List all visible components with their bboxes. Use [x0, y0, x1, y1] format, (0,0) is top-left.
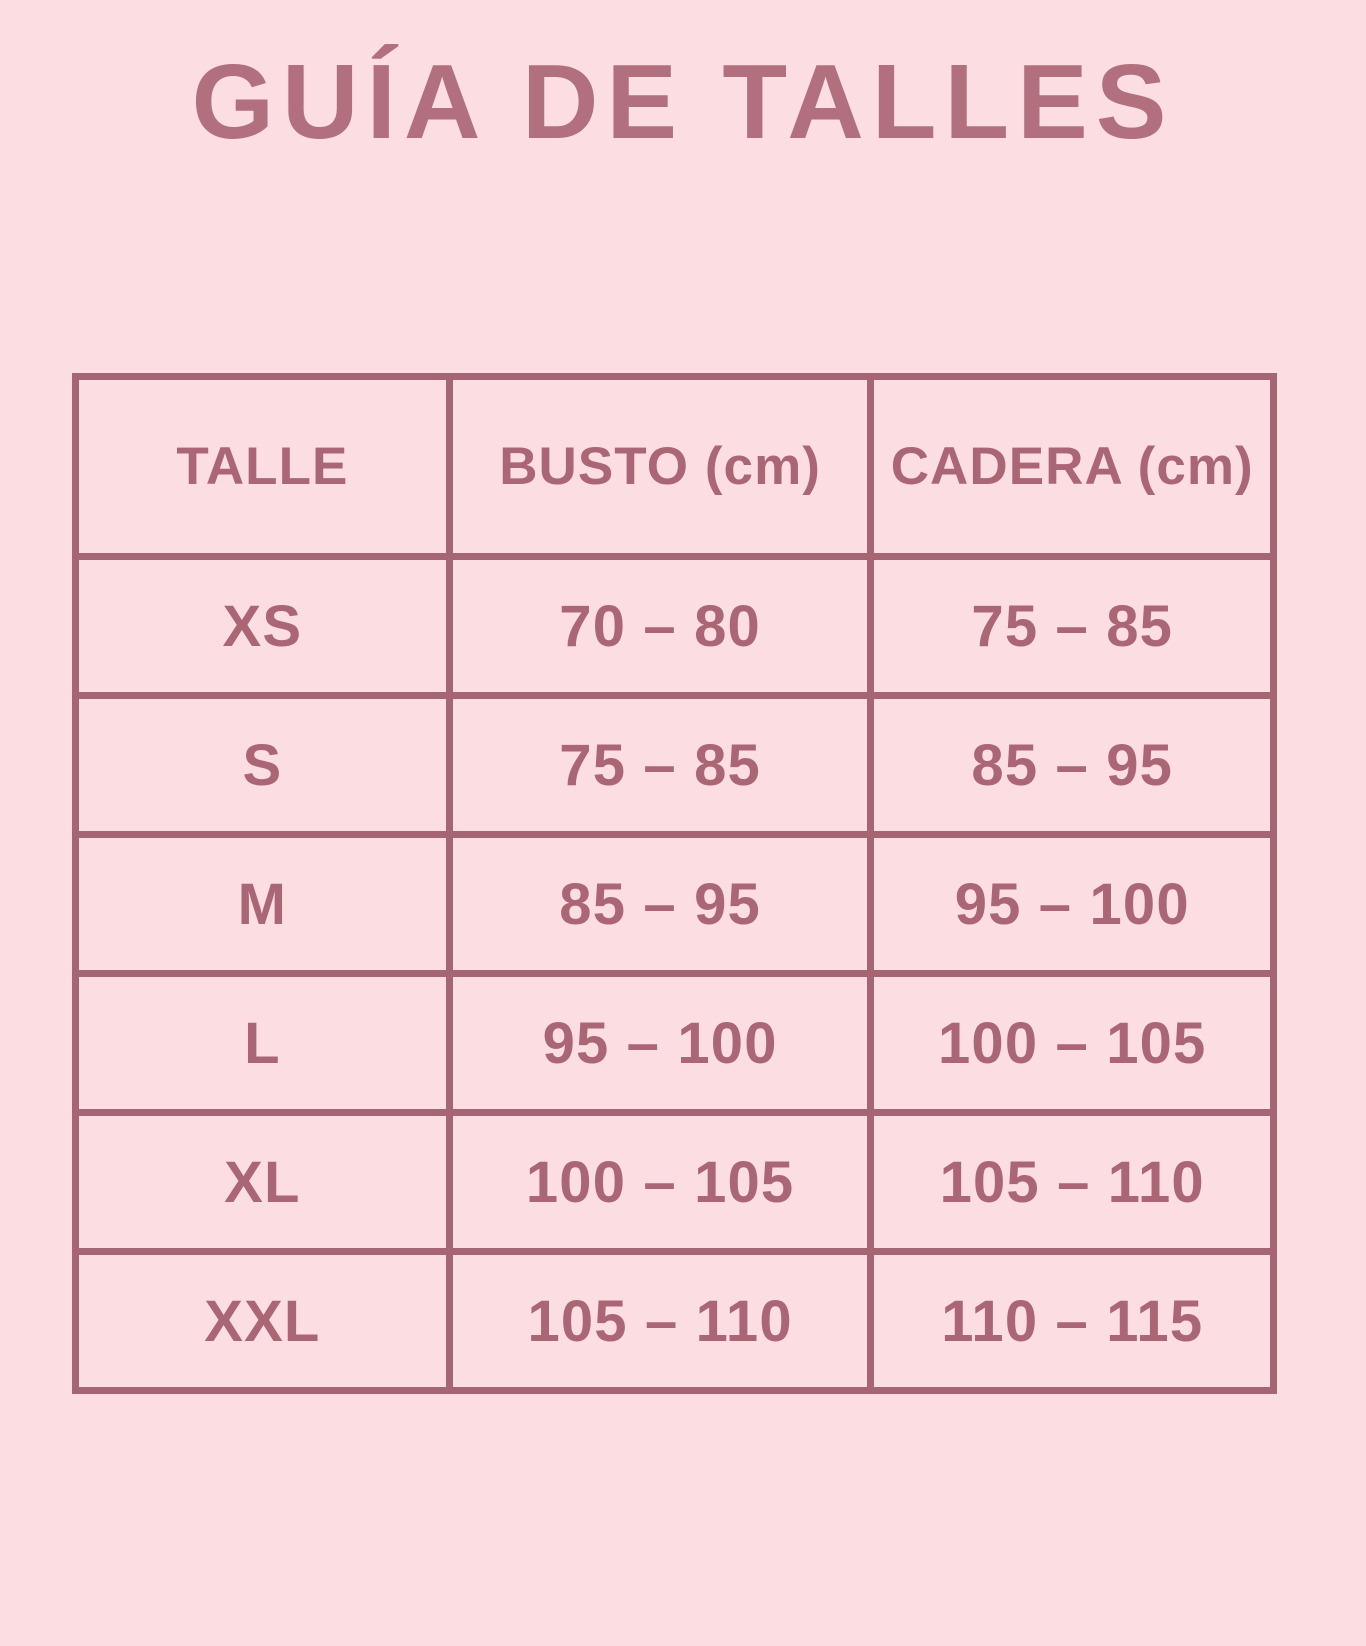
- size-table: [72, 373, 1277, 1394]
- size-cell: XL: [76, 1113, 450, 1252]
- size-table-body: [76, 557, 1274, 1391]
- size-cell: L: [76, 974, 450, 1113]
- cadera-cell: 110 – 115: [871, 1252, 1274, 1391]
- table-row: [76, 696, 1274, 835]
- table-row: [76, 557, 1274, 696]
- size-cell: S: [76, 696, 450, 835]
- busto-cell: 75 – 85: [449, 696, 871, 835]
- page-title: GUÍA DE TALLES: [191, 43, 1175, 161]
- cadera-cell: 100 – 105: [871, 974, 1274, 1113]
- column-header-talle: TALLE: [76, 377, 450, 557]
- busto-cell: 100 – 105: [449, 1113, 871, 1252]
- table-row: [76, 835, 1274, 974]
- table-row: [76, 1113, 1274, 1252]
- size-cell: XXL: [76, 1252, 450, 1391]
- cadera-cell: 85 – 95: [871, 696, 1274, 835]
- cadera-cell: 105 – 110: [871, 1113, 1274, 1252]
- cadera-cell: 95 – 100: [871, 835, 1274, 974]
- size-cell: M: [76, 835, 450, 974]
- busto-cell: 105 – 110: [449, 1252, 871, 1391]
- busto-cell: 95 – 100: [449, 974, 871, 1113]
- table-row: [76, 974, 1274, 1113]
- column-header-busto: BUSTO (cm): [449, 377, 871, 557]
- busto-cell: 85 – 95: [449, 835, 871, 974]
- busto-cell: 70 – 80: [449, 557, 871, 696]
- column-header-cadera: CADERA (cm): [871, 377, 1274, 557]
- table-row: [76, 1252, 1274, 1391]
- size-cell: XS: [76, 557, 450, 696]
- table-header-row: [76, 377, 1274, 557]
- cadera-cell: 75 – 85: [871, 557, 1274, 696]
